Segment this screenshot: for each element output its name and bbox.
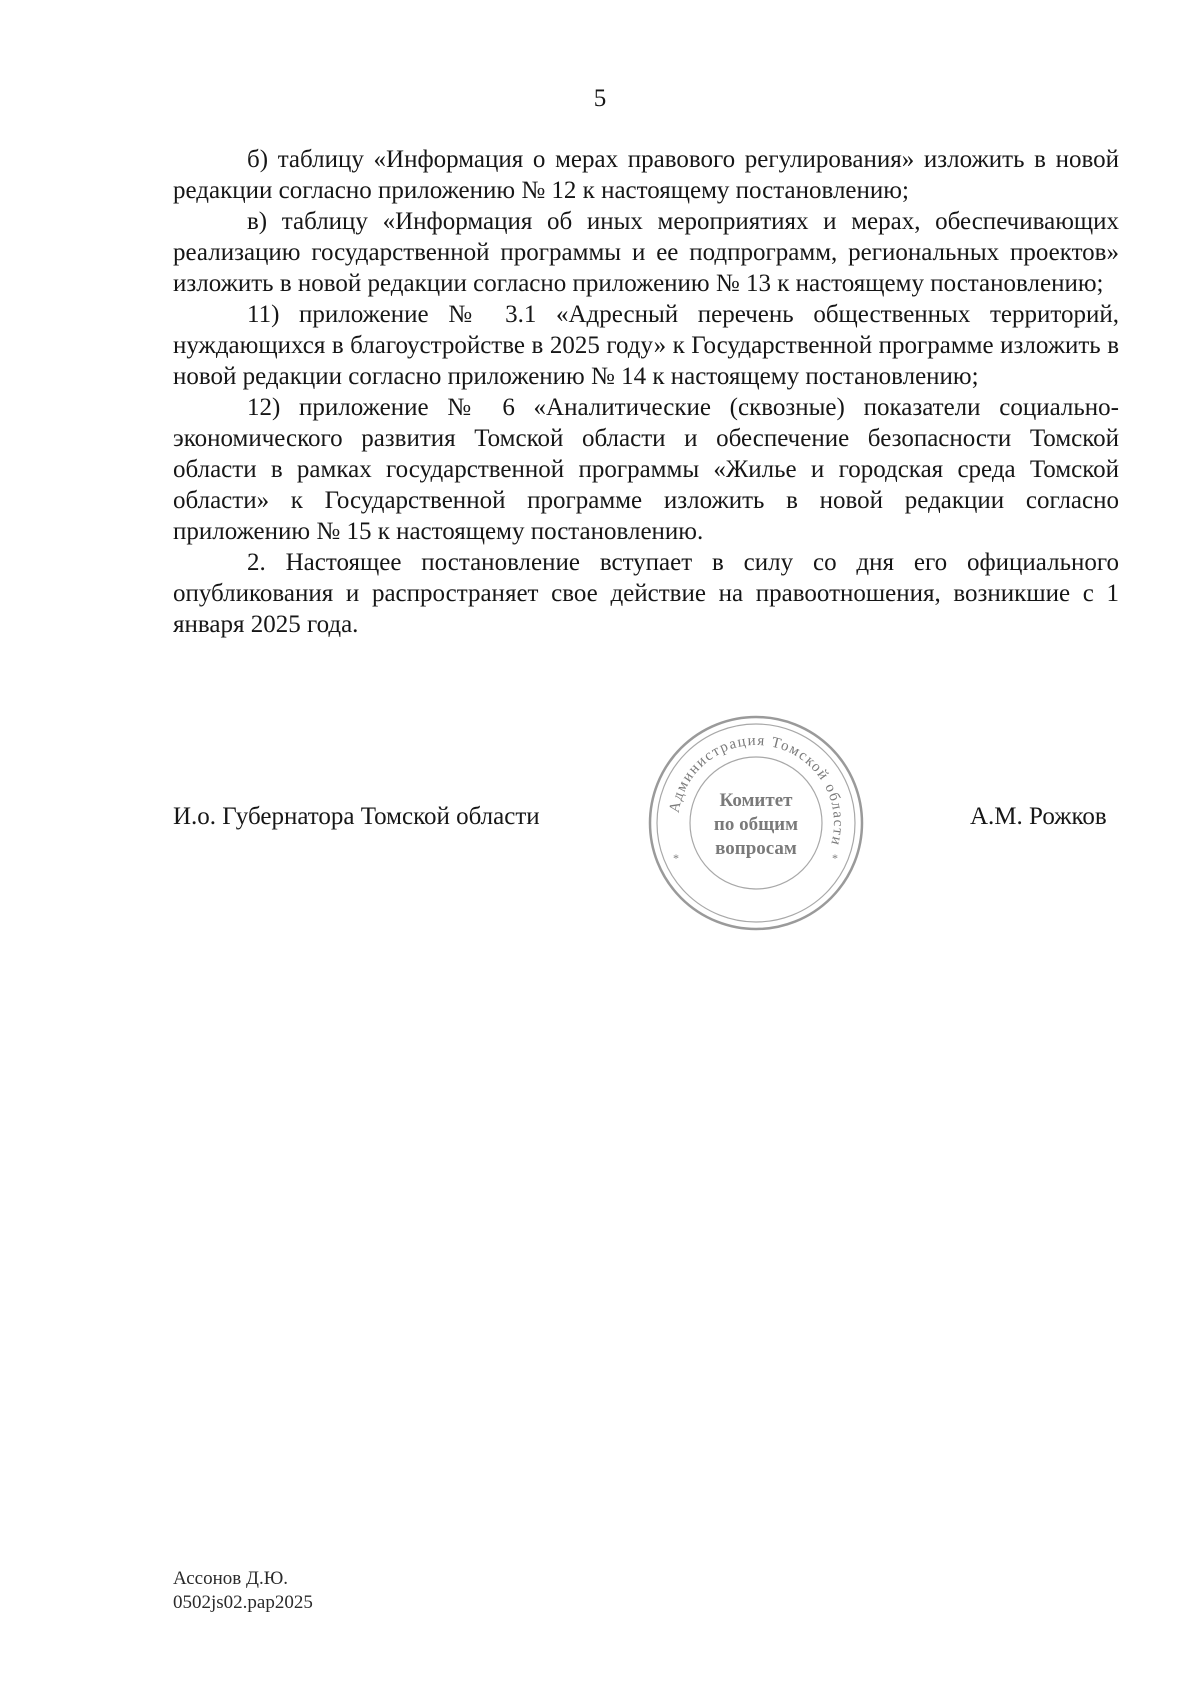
- paragraph-v: в) таблицу «Информация об иных мероприятиях и мерах, обеспечивающих реализацию государственной программы и ее подпрограмм, региональных проектов» изложить в новой редакции согласно приложению № 13 к настоящему постановлению;: [173, 208, 1119, 297]
- footer: [173, 1567, 313, 1615]
- footer-doc-code: 0502js02.pap2025: [173, 1592, 313, 1613]
- stamp-star-icon: *: [832, 851, 838, 865]
- stamp-ring-text: Администрация Томской области: [666, 732, 847, 848]
- signatory-position: И.о. Губернатора Томской области: [173, 803, 540, 830]
- paragraph-b: б) таблицу «Информация о мерах правового регулирования» изложить в новой редакции согласно приложению № 12 к настоящему постановлению;: [173, 146, 1119, 204]
- paragraph-12: 12) приложение № 6 «Аналитические (сквозные) показатели социально-экономического развития Томской области и обеспечение безопасности Томской области в рамках государственной программы «Жилье и городская среда Томской области» к Государственной программе изложить в новой редакции согласно приложению № 15 к настоящему постановлению.: [173, 394, 1119, 545]
- stamp-star-icon: *: [673, 851, 679, 865]
- official-stamp: [645, 712, 867, 934]
- body-text: [173, 144, 1119, 640]
- page-number: 5: [593, 85, 607, 112]
- footer-author: Ассонов Д.Ю.: [173, 1568, 288, 1589]
- stamp-line-2: по общим: [713, 814, 799, 835]
- stamp-line-3: вопросам: [715, 838, 797, 859]
- stamp-line-1: Комитет: [719, 790, 793, 811]
- stamp-seal-icon: [645, 712, 867, 934]
- paragraph-2: 2. Настоящее постановление вступает в силу со дня его официального опубликования и распространяет свое действие на правоотношения, возникшие с 1 января 2025 года.: [173, 549, 1119, 638]
- paragraph-11: 11) приложение № 3.1 «Адресный перечень общественных территорий, нуждающихся в благоустройстве в 2025 году» к Государственной программе изложить в новой редакции согласно приложению № 14 к настоящему постановлению;: [173, 301, 1119, 390]
- signatory-name: А.М. Рожков: [970, 803, 1107, 830]
